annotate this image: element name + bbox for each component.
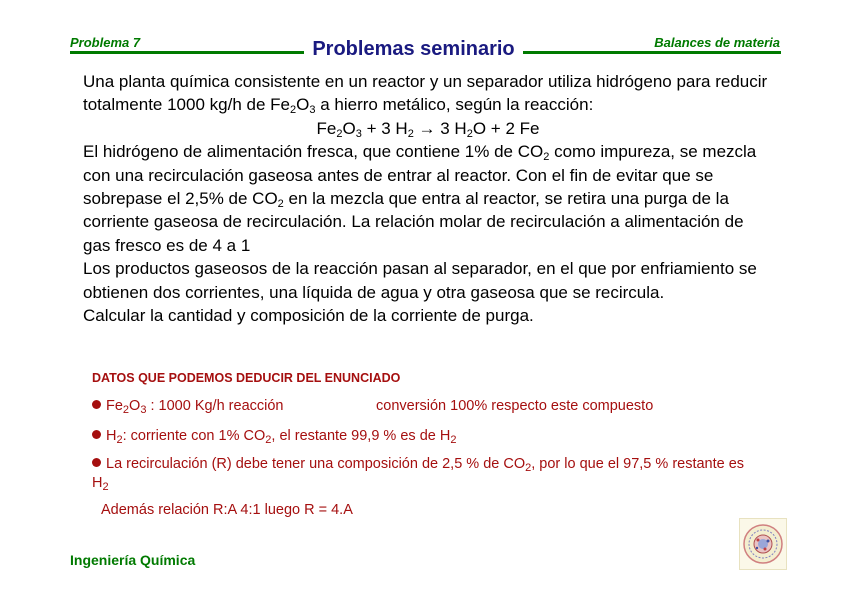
bullet-icon <box>92 458 101 467</box>
footer-subject: Ingeniería Química <box>70 552 196 568</box>
seal-icon <box>740 519 786 569</box>
bullet-icon <box>92 400 101 409</box>
problem-statement <box>83 70 773 327</box>
datos-item-1-conversion: conversión 100% respecto este compuesto <box>376 398 654 414</box>
datos-item-1: $Fe_2O_3$ : 1000 Kg/h reacción conversión 100% respecto este compuesto <box>92 397 284 416</box>
datos-item-3: La recirculación (R) debe tener una composición de 2,5 % de $CO_2$, por lo que el 97,5 % restante es $H_2$ <box>92 456 745 493</box>
paragraph-4: Calcular la cantidad y composición de la corriente de purga. <box>83 306 534 326</box>
datos-item-2: $H_2$: corriente con 1% $CO_2$, el restante 99,9 % es de $H_2$ <box>92 427 456 446</box>
header-rule-left <box>70 51 304 54</box>
paragraph-3: Los productos gaseosos de la reacción pasan al separador, en el que por enfriamiento se obtienen dos corrientes, una líquida de agua y otra gaseosa que se recircula. <box>83 259 757 302</box>
datos-heading: DATOS QUE PODEMOS DEDUCIR DEL ENUNCIADO <box>92 371 401 385</box>
page-title: Problemas seminario <box>312 38 515 60</box>
datos-item-4: Además relación R:A 4:1 luego R = 4.A <box>101 502 353 518</box>
header-problem-label: Problema 7 <box>70 35 141 50</box>
paragraph-2: El hidrógeno de alimentación fresca, que contiene 1% de $CO_2$ como impureza, se mezcla con una recirculación gaseosa antes de entrar al reactor. Con el fin de evitar que se sobrepase el 2,5% de $CO_2$ en la mezcla que entra al reactor, se retira una purga de la corriente gaseosa de recirculación. La relación molar de recirculación a alimentación de gas fresco es de 4 a 1 <box>83 142 757 255</box>
header-rule-right <box>523 51 781 54</box>
bullet-icon <box>92 430 101 439</box>
reaction-equation: $Fe_2O_3 + 3$ $H_2 \to 3$ $H_2O + 2$ Fe <box>316 118 540 140</box>
university-seal-logo <box>739 518 787 570</box>
paragraph-1: Una planta química consistente en un reactor y un separador utiliza hidrógeno para reducir totalmente 1000 kg/h de $Fe_2O_3$ a hierro metálico, según la reacción: <box>83 72 768 117</box>
header-topic-label: Balances de materia <box>654 35 780 50</box>
